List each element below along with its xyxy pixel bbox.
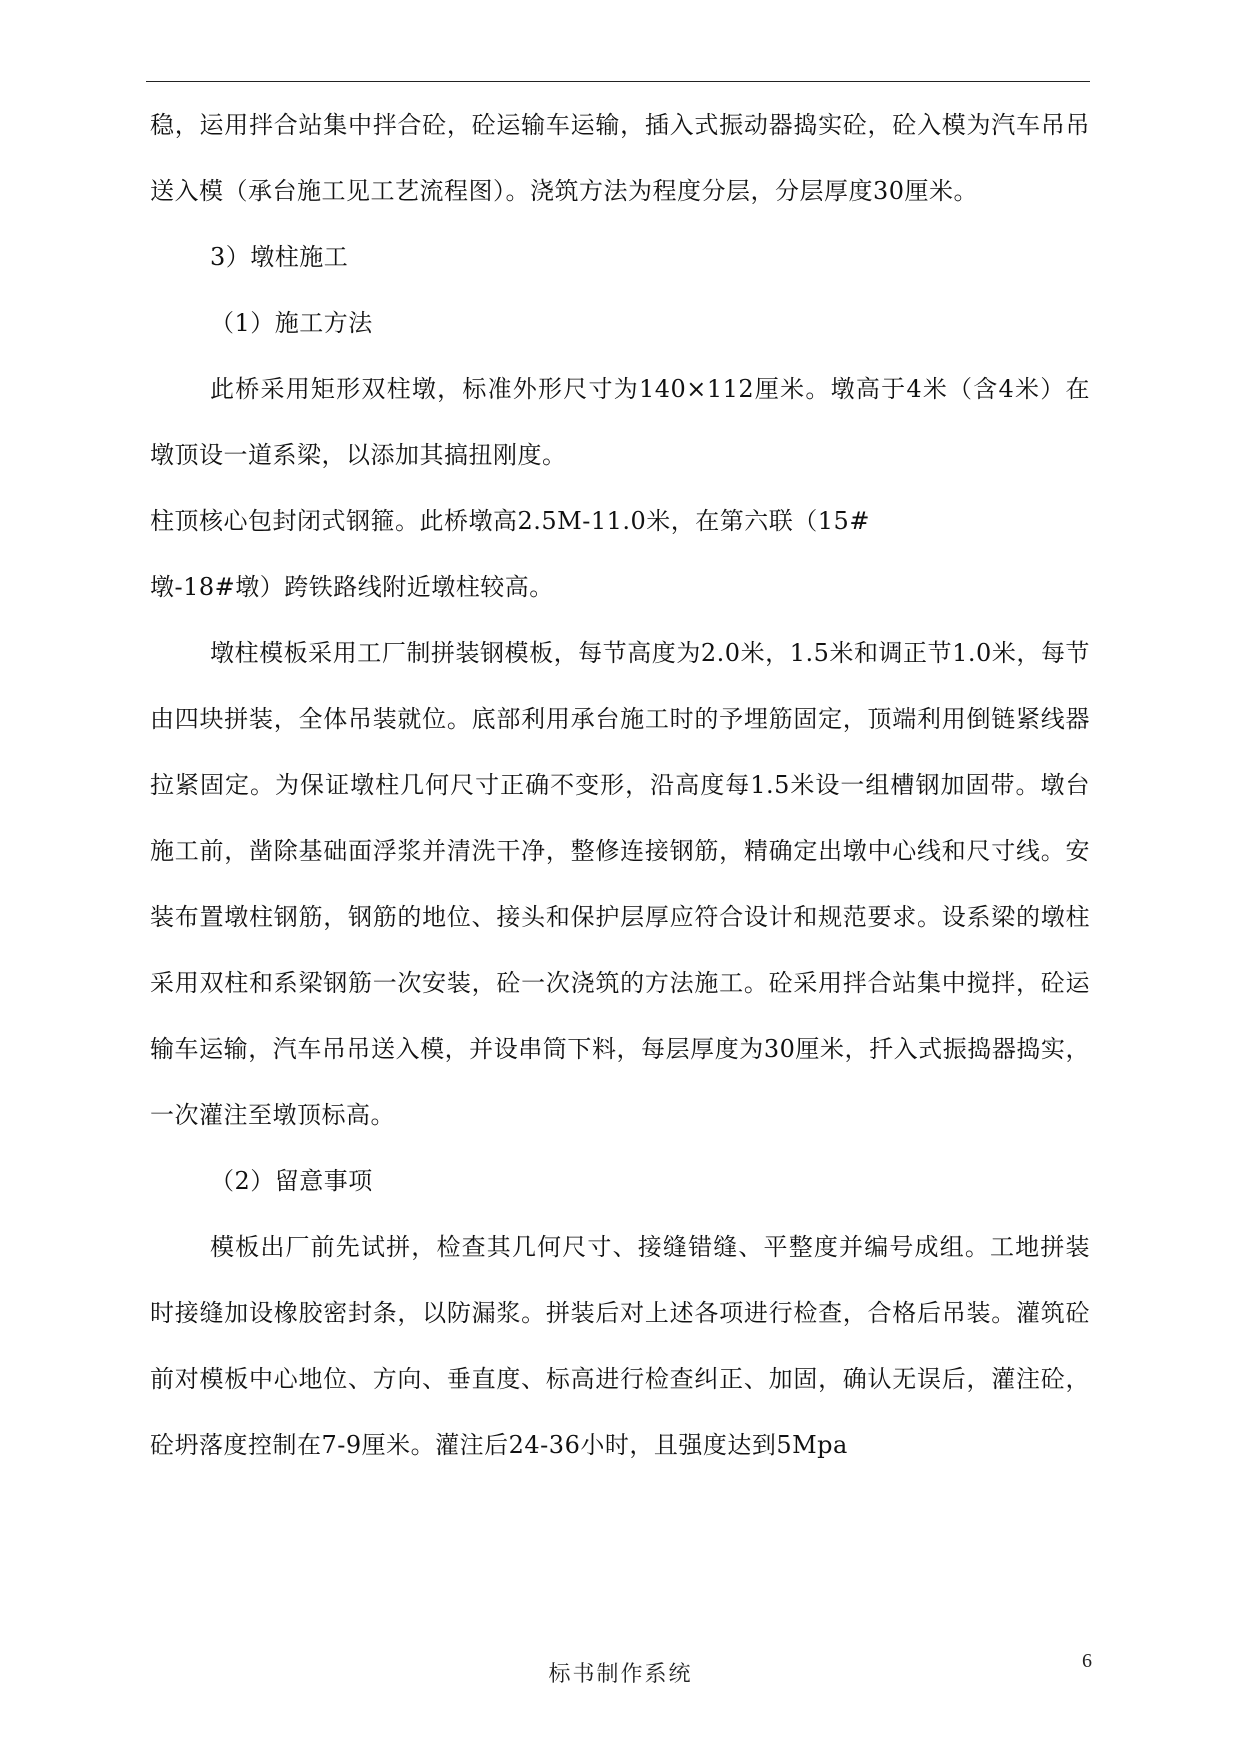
header-rule	[146, 81, 1090, 82]
paragraph-body: 此桥采用矩形双柱墩，标准外形尺寸为140×112厘米。墩高于4米（含4米）在墩顶设一道系梁，以添加其搞扭刚度。	[150, 375, 1090, 469]
paragraph-continuation: 稳，运用拌合站集中拌合砼，砼运输车运输，插入式振动器捣实砼，砼入模为汽车吊吊送入模（承台施工见工艺流程图）。浇筑方法为程度分层，分层厚度30厘米。	[150, 111, 1090, 205]
page-number: 6	[1082, 1650, 1092, 1672]
section-heading: 3）墩柱施工	[210, 243, 349, 271]
subsection-heading: （1）施工方法	[210, 309, 373, 337]
subsection-heading: （2）留意事项	[210, 1167, 373, 1195]
paragraph-body: 模板出厂前先试拼，检查其几何尺寸、接缝错缝、平整度并编号成组。工地拼装时接缝加设橡胶密封条，以防漏浆。拼装后对上述各项进行检查，合格后吊装。灌筑砼前对模板中心地位、方向、垂直度、标高进行检查纠正、加固，确认无误后，灌注砼，砼坍落度控制在7-9厘米。灌注后24-36小时，且强度达到5Mpa	[150, 1233, 1090, 1459]
paragraph-body: 墩柱模板采用工厂制拼装钢模板，每节高度为2.0米，1.5米和调正节1.0米，每节由四块拼装，全体吊装就位。底部利用承台施工时的予埋筋固定，顶端利用倒链紧线器拉紧固定。为保证墩柱几何尺寸正确不变形，沿高度每1.5米设一组槽钢加固带。墩台施工前，凿除基础面浮浆并清洗干净，整修连接钢筋，精确定出墩中心线和尺寸线。安装布置墩柱钢筋，钢筋的地位、接头和保护层厚应符合设计和规范要求。设系梁的墩柱采用双柱和系梁钢筋一次安装，砼一次浇筑的方法施工。砼采用拌合站集中搅拌，砼运输车运输，汽车吊吊送入模，并设串筒下料，每层厚度为30厘米，扦入式振捣器捣实，一次灌注至墩顶标高。	[150, 639, 1090, 1129]
paragraph-plain: 墩-18#墩）跨铁路线附近墩柱较高。	[150, 573, 554, 601]
footer-label: 标书制作系统	[548, 1662, 693, 1687]
paragraph-plain: 柱顶核心包封闭式钢箍。此桥墩高2.5M-11.0米，在第六联（15#	[150, 507, 870, 535]
page-body	[150, 92, 1090, 1478]
